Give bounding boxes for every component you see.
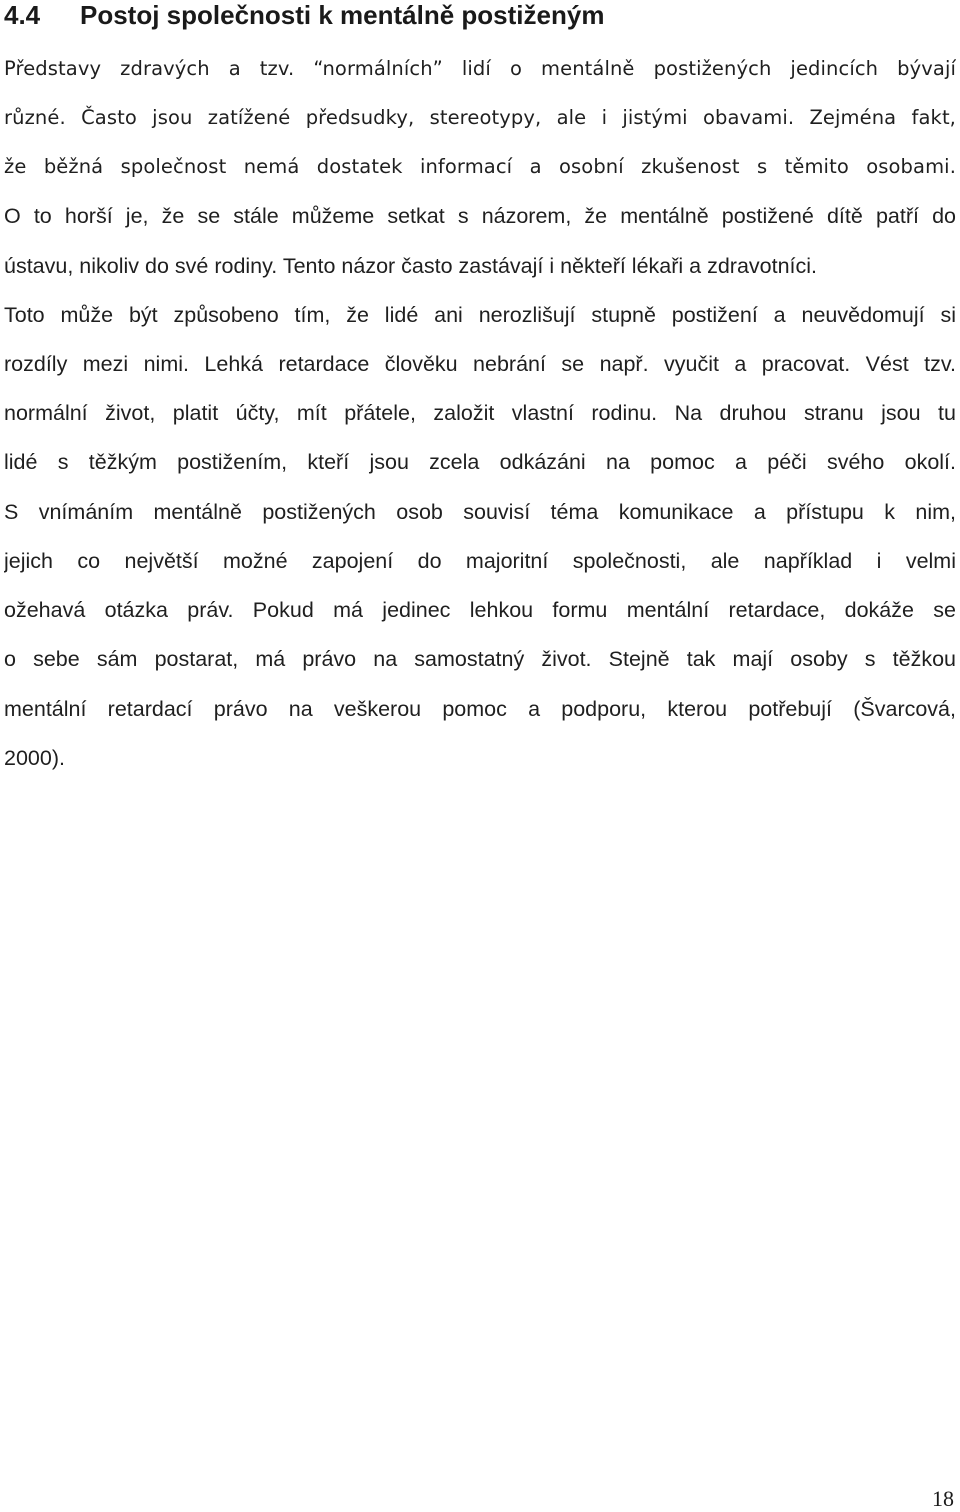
paragraph-line: ožehavá otázka práv. Pokud má jedinec lehkou formu mentální retardace, dokáže se [4, 598, 956, 622]
paragraph-line: jejich co největší možné zapojení do majoritní společnosti, ale například i velmi [4, 549, 956, 573]
paragraph-line: o sebe sám postarat, má právo na samostatný život. Stejně tak mají osoby s těžkou [4, 647, 956, 671]
paragraph-line: různé. Často jsou zatížené předsudky, stereotypy, ale i jistými obavami. Zejména fakt, [4, 106, 956, 129]
section-heading [4, 0, 954, 30]
paragraph-line: že běžná společnost nemá dostatek informací a osobní zkušenost s těmito osobami. [4, 155, 956, 178]
paragraph-line: normální život, platit účty, mít přátele, založit vlastní rodinu. Na druhou stranu jsou tu [4, 401, 956, 425]
paragraph-line: S vnímáním mentálně postižených osob souvisí téma komunikace a přístupu k nim, [4, 500, 956, 524]
paragraph-line: mentální retardací právo na veškerou pomoc a podporu, kterou potřebují (Švarcová, [4, 697, 956, 721]
paragraph-line: ústavu, nikoliv do své rodiny. Tento názor často zastávají i někteří lékaři a zdravotníci. [4, 254, 818, 278]
paragraph-line: O to horší je, že se stále můžeme setkat s názorem, že mentálně postižené dítě patří do [4, 204, 956, 228]
paragraph-line: lidé s těžkým postižením, kteří jsou zcela odkázáni na pomoc a péči svého okolí. [4, 450, 956, 474]
page-number: 18 [932, 1486, 954, 1511]
section-title: Postoj společnosti k mentálně postiženým [80, 0, 605, 30]
paragraph-line: Toto může být způsobeno tím, že lidé ani nerozlišují stupně postižení a neuvědomují si [4, 303, 956, 327]
section-number: 4.4 [4, 0, 41, 30]
paragraph-line: 2000). [4, 746, 65, 770]
paragraph-line: Představy zdravých a tzv. “normálních” lidí o mentálně postižených jedincích bývají [4, 57, 956, 80]
paragraph-line: rozdíly mezi nimi. Lehká retardace člověku nebrání se např. vyučit a pracovat. Vést tzv. [4, 352, 956, 376]
